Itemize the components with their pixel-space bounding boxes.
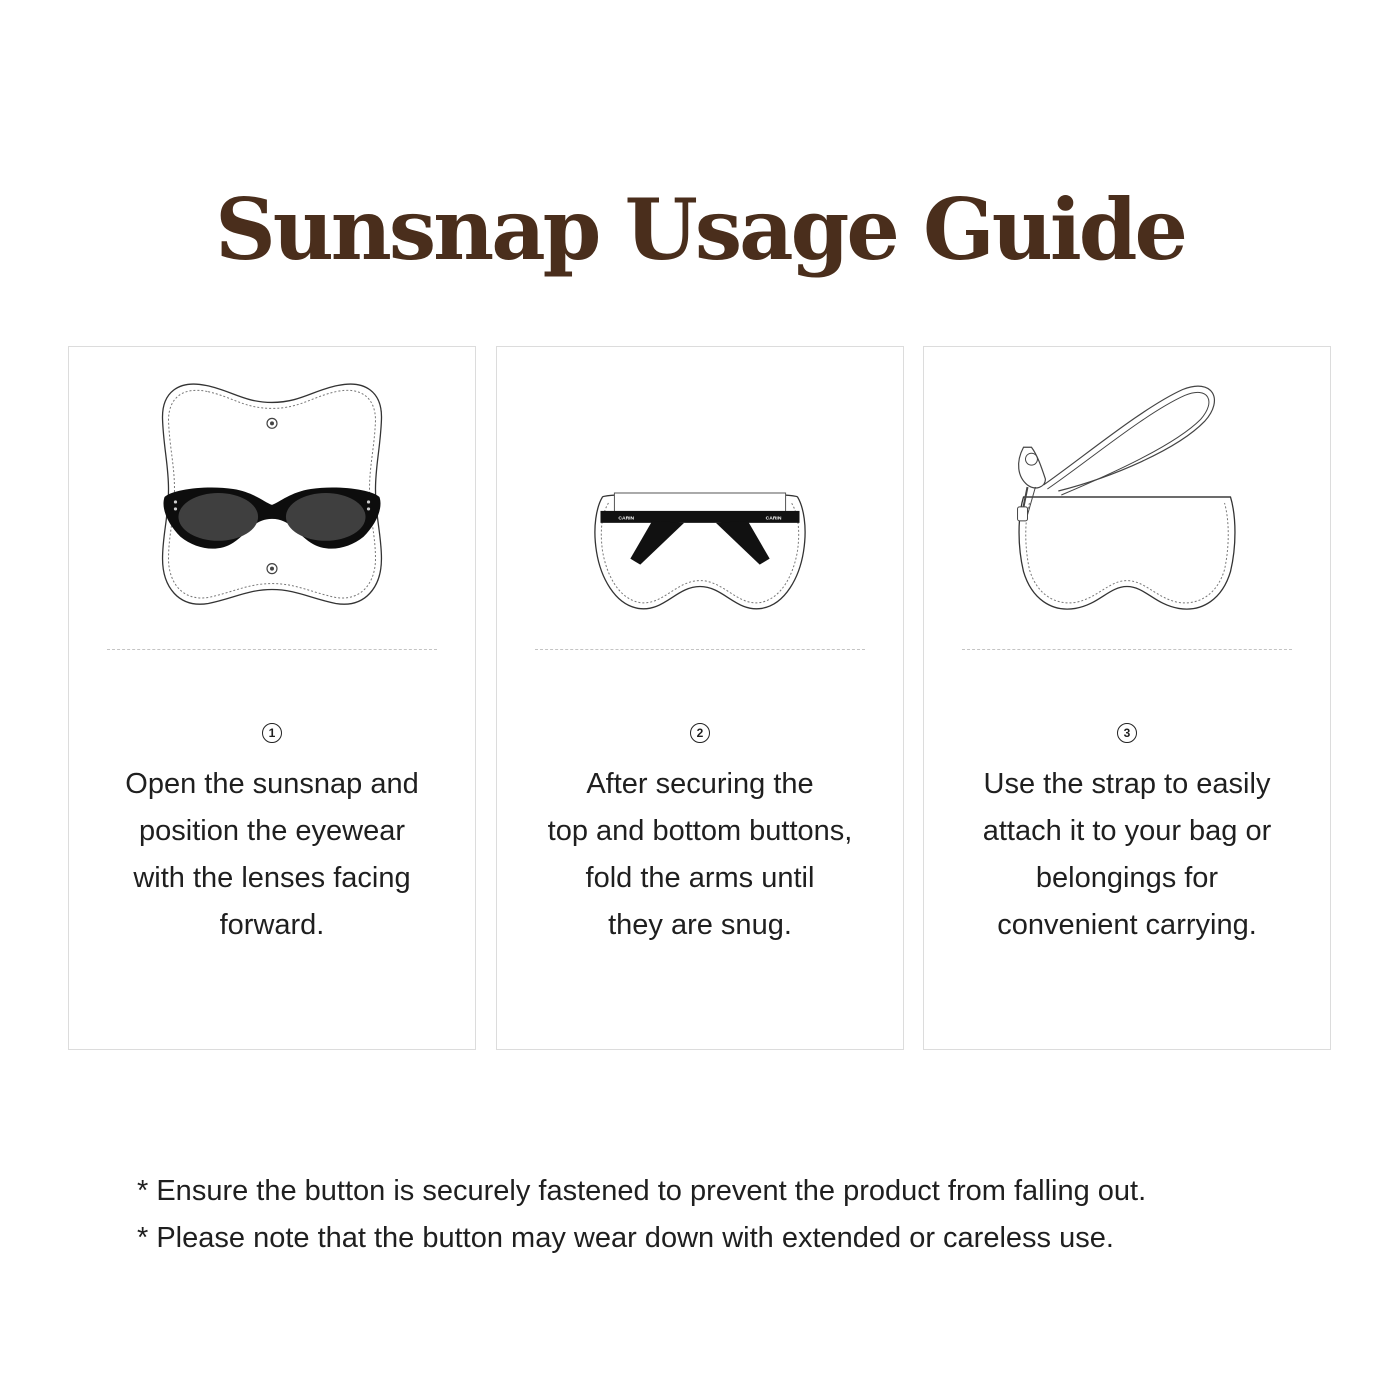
footnote: * Ensure the button is securely fastened to prevent the product from falling out. — [137, 1175, 1147, 1207]
step-number-badge: 3 — [924, 723, 1330, 743]
footnotes — [137, 1168, 1146, 1262]
open-case-with-sunglasses-icon — [69, 347, 475, 637]
dashed-divider — [535, 649, 865, 650]
dashed-divider — [107, 649, 437, 650]
case-with-strap-icon — [924, 347, 1330, 637]
step-description: Use the strap to easily attach it to your bag or belongings for convenient carrying. — [982, 768, 1272, 941]
page-title: Sunsnap Usage Guide — [215, 180, 1185, 280]
step-card-3 — [923, 346, 1331, 1050]
step-description: Open the sunsnap and position the eyewear with the lenses facing forward. — [125, 768, 419, 941]
step-card-1 — [68, 346, 476, 1050]
brand-mark-left: CARIN — [618, 516, 635, 522]
step-card-2 — [496, 346, 904, 1050]
folded-case-with-arms-icon — [497, 347, 903, 637]
step-number-badge: 2 — [497, 723, 903, 743]
step-description: After securing the top and bottom buttons, fold the arms until they are snug. — [547, 768, 853, 941]
footnote: * Please note that the button may wear down with extended or careless use. — [137, 1222, 1114, 1254]
step-number-badge: 1 — [69, 723, 475, 743]
dashed-divider — [962, 649, 1292, 650]
brand-mark-right: CARIN — [765, 516, 782, 522]
